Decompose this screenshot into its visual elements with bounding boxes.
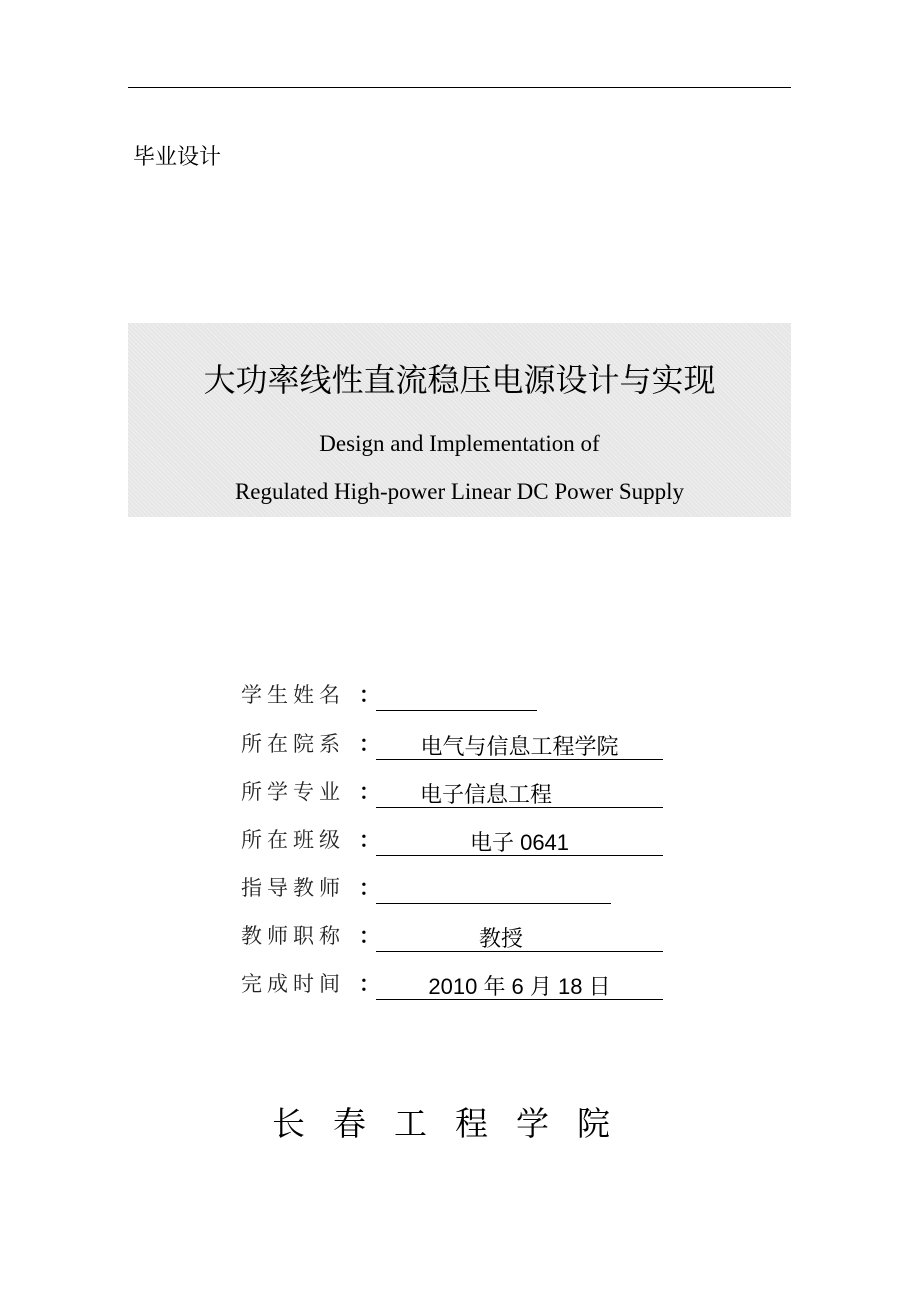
thesis-title-english-line2: Regulated High-power Linear DC Power Supply xyxy=(234,479,685,504)
info-colon: ： xyxy=(359,683,380,707)
info-label: 所在班级 xyxy=(241,828,345,852)
fill-line xyxy=(376,710,537,711)
info-value: 2010 年 6 月 18 日 xyxy=(428,974,611,999)
info-row-student-name xyxy=(241,679,541,713)
header-rule xyxy=(128,87,791,88)
info-row-advisor xyxy=(241,872,666,906)
info-label: 指导教师 xyxy=(241,876,345,900)
info-label: 所在院系 xyxy=(241,732,345,756)
info-value: 教授 xyxy=(478,926,523,951)
document-type-label: 毕业设计 xyxy=(133,145,222,170)
info-value: 电子 0641 xyxy=(469,830,570,855)
info-row-advisor-title xyxy=(241,920,666,954)
fill-line xyxy=(376,903,611,904)
info-row-class xyxy=(241,824,666,858)
info-label: 所学专业 xyxy=(241,780,345,804)
info-value: 电子信息工程 xyxy=(419,782,552,807)
info-label: 完成时间 xyxy=(241,972,345,996)
info-value: 电气与信息工程学院 xyxy=(420,734,619,759)
info-colon: ： xyxy=(359,780,380,804)
info-label: 学生姓名 xyxy=(241,683,345,707)
info-row-completion-date xyxy=(241,968,666,1002)
thesis-title-english-line1: Design and Implementation of xyxy=(319,431,600,456)
info-colon: ： xyxy=(359,876,380,900)
info-row-department xyxy=(241,728,666,762)
info-colon: ： xyxy=(359,828,380,852)
info-colon: ： xyxy=(359,732,380,756)
school-name: 长春工程学院 xyxy=(272,1104,638,1143)
info-label: 教师职称 xyxy=(241,924,345,948)
info-colon: ： xyxy=(359,972,380,996)
title-block xyxy=(128,323,791,517)
info-row-major xyxy=(241,776,666,810)
thesis-title-chinese: 大功率线性直流稳压电源设计与实现 xyxy=(203,361,716,399)
info-colon: ： xyxy=(359,924,380,948)
